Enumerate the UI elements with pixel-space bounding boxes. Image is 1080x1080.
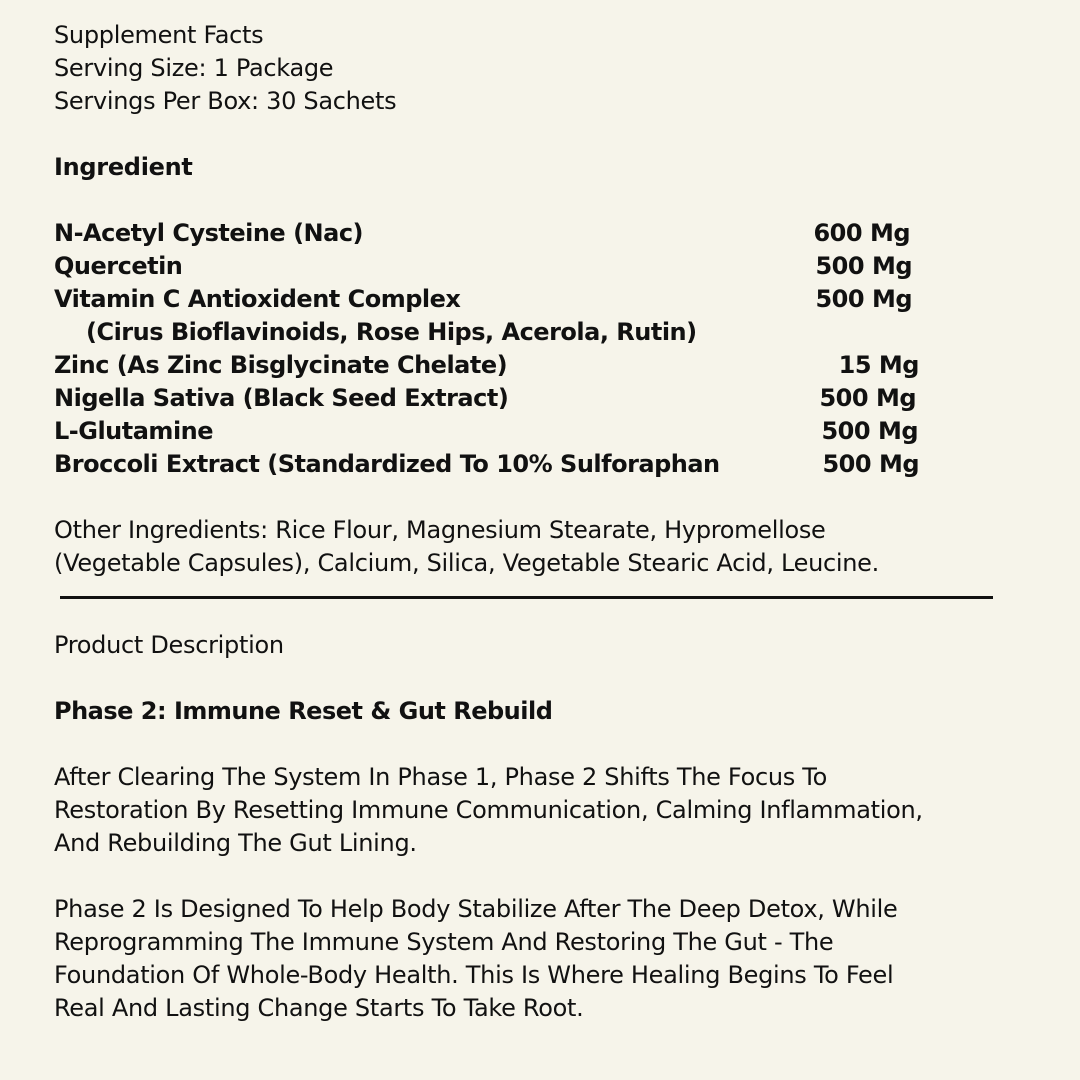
description-line: Foundation Of Whole-Body Health. This Is Where Healing Begins To Feel <box>54 961 894 989</box>
ingredient-row <box>54 217 910 250</box>
description-line: Restoration By Resetting Immune Communication, Calming Inflammation, <box>54 796 923 824</box>
ingredient-amount: 500 Mg <box>815 252 912 280</box>
ingredient-name: N-Acetyl Cysteine (Nac) <box>54 219 364 247</box>
ingredient-amount: 500 Mg <box>815 285 912 313</box>
other-ingredients-line: Other Ingredients: Rice Flour, Magnesium Stearate, Hypromellose <box>54 516 826 544</box>
ingredient-row <box>54 382 916 415</box>
ingredient-name: Quercetin <box>54 252 183 280</box>
product-description-heading: Product Description <box>54 631 284 659</box>
ingredient-name: Zinc (As Zinc Bisglycinate Chelate) <box>54 351 508 379</box>
ingredient-heading: Ingredient <box>54 153 193 181</box>
description-line: Real And Lasting Change Starts To Take Root. <box>54 994 584 1022</box>
supplement-facts-title: Supplement Facts <box>54 21 264 49</box>
ingredient-name: Nigella Sativa (Black Seed Extract) <box>54 384 509 412</box>
description-line: Reprogramming The Immune System And Restoring The Gut - The <box>54 928 834 956</box>
serving-size: Serving Size: 1 Package <box>54 54 334 82</box>
ingredient-name: Vitamin C Antioxident Complex <box>54 285 461 313</box>
ingredient-row <box>54 448 919 481</box>
phase-title: Phase 2: Immune Reset & Gut Rebuild <box>54 697 553 725</box>
ingredient-name: Broccoli Extract (Standardized To 10% Sulforaphan <box>54 450 720 478</box>
ingredient-amount: 600 Mg <box>813 219 910 247</box>
servings-per-box: Servings Per Box: 30 Sachets <box>54 87 397 115</box>
description-line: After Clearing The System In Phase 1, Phase 2 Shifts The Focus To <box>54 763 827 791</box>
ingredient-row <box>54 415 918 448</box>
ingredient-row <box>54 349 919 382</box>
ingredient-amount: 500 Mg <box>822 450 919 478</box>
ingredient-amount: 15 Mg <box>838 351 919 379</box>
description-line: Phase 2 Is Designed To Help Body Stabilize After The Deep Detox, While <box>54 895 898 923</box>
other-ingredients-line: (Vegetable Capsules), Calcium, Silica, Vegetable Stearic Acid, Leucine. <box>54 549 879 577</box>
ingredient-name: L-Glutamine <box>54 417 214 445</box>
ingredient-amount: 500 Mg <box>821 417 918 445</box>
section-divider <box>60 596 993 599</box>
vitamin-c-subtext: (Cirus Bioflavinoids, Rose Hips, Acerola, Rutin) <box>86 318 697 346</box>
ingredient-row <box>54 250 912 283</box>
ingredient-row <box>54 283 912 316</box>
description-line: And Rebuilding The Gut Lining. <box>54 829 417 857</box>
ingredient-amount: 500 Mg <box>819 384 916 412</box>
